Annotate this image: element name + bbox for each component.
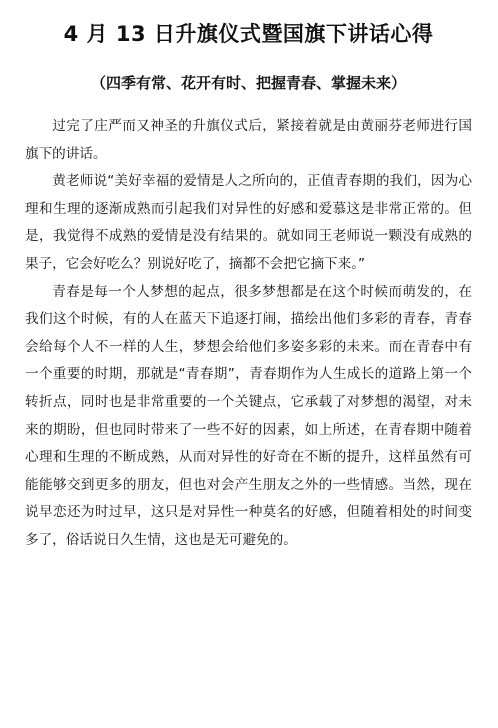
paragraph-quote: 黄老师说“美好幸福的爱情是人之所向的，正值青春期的我们，因为心理和生理的逐渐成熟而引起我们对异性的好感和爱慕这是非常正常的。但是，我觉得不成熟的爱情是没有结果的。就如同王老师说一颗没有成熟的果子，它会好吃么？别说好吃了，摘都不会把它摘下来。”: [25, 173, 472, 272]
document-subtitle: （四季有常、花开有时、把握青春、掌握未来）: [90, 74, 406, 92]
document-body: [25, 113, 472, 555]
paragraph-youth: 青春是每一个人梦想的起点，很多梦想都是在这个时候而萌发的，在我们这个时候，有的人在蓝天下追逐打闹，描绘出他们多彩的青春，青春会给每个人不一样的人生，梦想会给他们多姿多彩的未来。而在青春中有一个重要的时期，那就是“青春期”，青春期作为人生成长的道路上第一个转折点，同时也是非常重要的一个关键点，它承载了对梦想的渴望，对未来的期盼，但也同时带来了一些不好的因素，如上所述，在青春期中随着心理和生理的不断成熟，从而对异性的好奇在不断的提升，这样虽然有可能能够交到更多的朋友，但也对会产生朋友之外的一些情感。当然，现在说早恋还为时过早，这只是对异性一种莫名的好感，但随着相处的时间变多了，俗话说日久生情，这也是无可避免的。: [25, 283, 472, 548]
document-title: 4 月 13 日升旗仪式暨国旗下讲话心得: [63, 22, 434, 46]
paragraph-intro: 过完了庄严而又神圣的升旗仪式后，紧接着就是由黄丽芬老师进行国旗下的讲话。: [25, 118, 472, 162]
